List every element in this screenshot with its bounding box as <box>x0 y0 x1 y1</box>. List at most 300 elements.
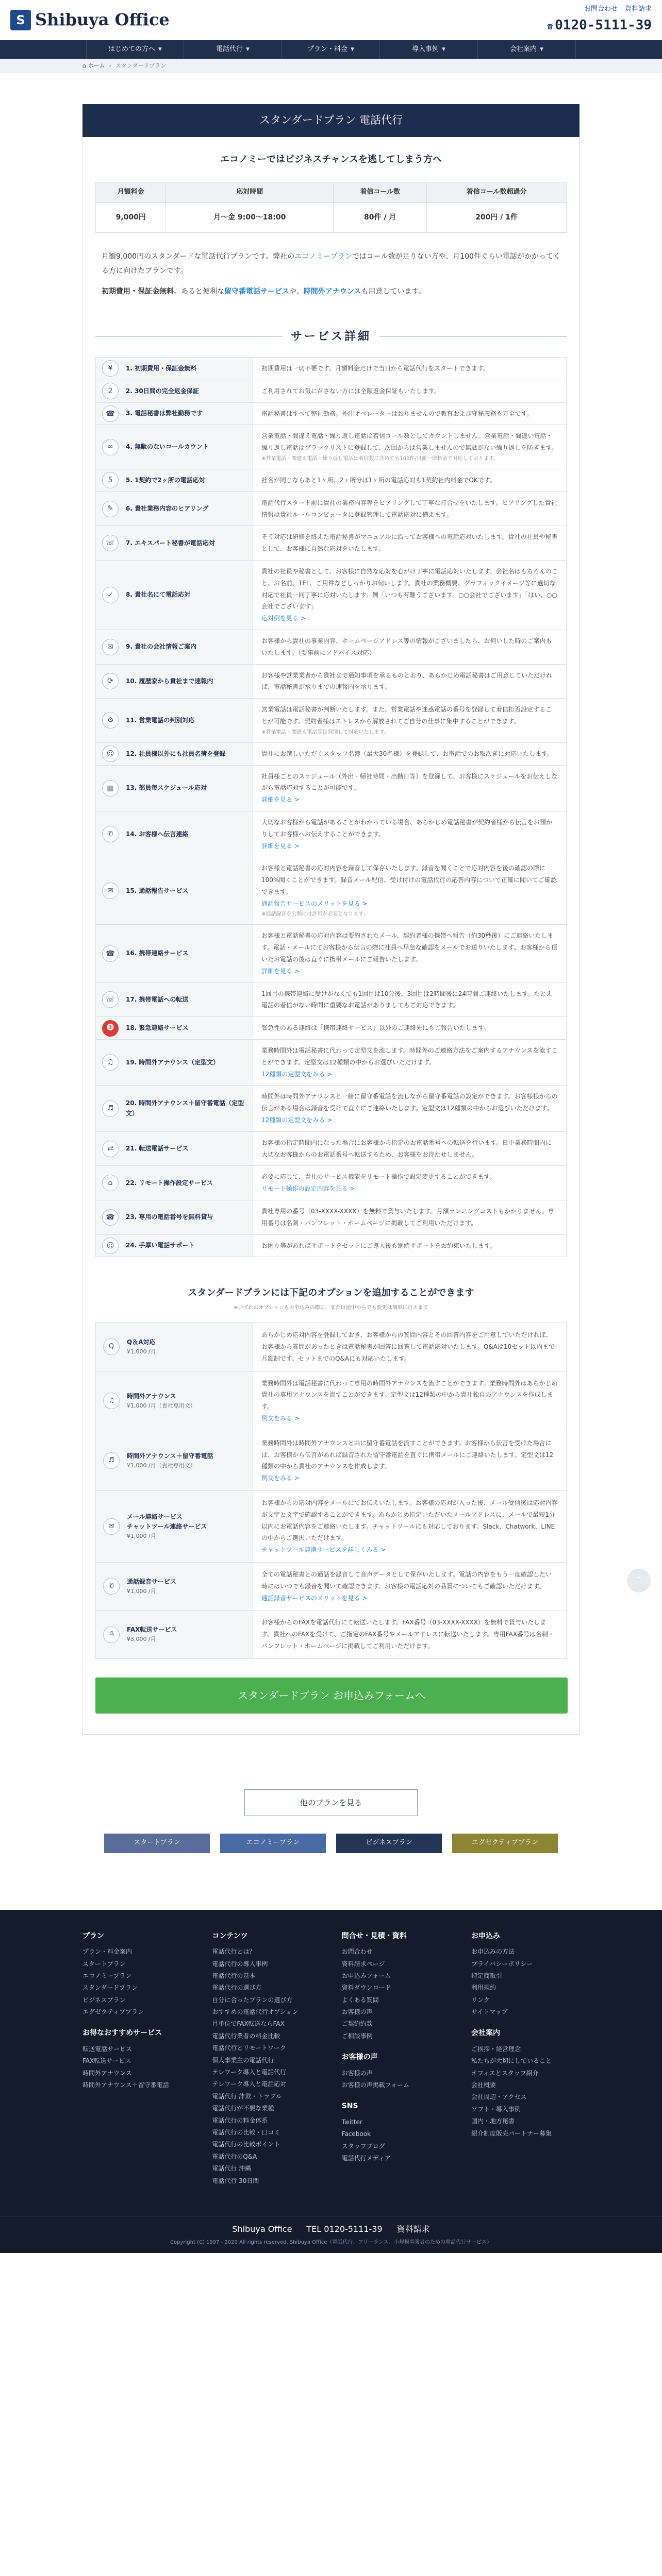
footer-link[interactable]: 資料ダウンロード <box>341 1984 391 1992</box>
footer-link[interactable]: 電話代行の比較・口コミ <box>212 2129 280 2136</box>
service-detail-link[interactable]: 12種類の定型文をみる > <box>261 1070 333 1078</box>
option-name-cell <box>96 1371 253 1431</box>
option-detail-link[interactable]: チャットツール連携サービスを詳しくみる > <box>261 1546 386 1554</box>
footer-bottom <box>0 2216 662 2253</box>
footer-link[interactable]: 電話代行メディア <box>341 2155 391 2162</box>
footer-heading: SNS <box>341 2102 358 2111</box>
service-name <box>102 639 246 655</box>
phone-number: 0120-5111-39 <box>555 17 652 33</box>
nav-item-5[interactable] <box>478 40 576 59</box>
service-desc-cell <box>253 857 567 925</box>
service-name-cell <box>96 664 253 699</box>
heading-rule-left <box>95 336 283 337</box>
service-icon: ✎ <box>102 501 119 517</box>
option-icon: ✉ <box>103 1518 120 1535</box>
footer-link[interactable]: お客様の声 <box>341 2008 373 2016</box>
plan-button[interactable]: エコノミープラン <box>220 1834 326 1853</box>
footer-link[interactable]: 電話代行の料金体系 <box>212 2116 268 2124</box>
footer-heading: お得なおすすめサービス <box>82 2029 162 2038</box>
footer-link[interactable]: エコノミープラン <box>82 1972 132 1979</box>
service-detail-link[interactable]: 12種類の定型文をみる > <box>261 1116 333 1124</box>
footer-heading: お申込み <box>471 1931 500 1940</box>
service-row <box>96 402 567 425</box>
service-name-cell <box>96 357 253 380</box>
options-table <box>95 1323 567 1659</box>
footer-link[interactable]: テレワーク導入と電話応対 <box>212 2080 287 2088</box>
footer-link[interactable]: お申込みの方法 <box>471 1948 515 1956</box>
footer-link[interactable]: 時間外アナウンス <box>82 2069 132 2077</box>
service-name-text: 22. リモート操作設定サービス <box>126 1179 213 1187</box>
service-icon: ♫ <box>102 1054 119 1071</box>
option-name <box>103 1512 245 1541</box>
footer-docs[interactable]: 資料請求 <box>396 2224 430 2234</box>
service-name-text: 7. エキスパート秘書が電話応対 <box>126 539 215 547</box>
footer-link[interactable]: 電話代行のQ&A <box>212 2153 257 2160</box>
footer-link[interactable]: 転送電話サービス <box>82 2045 133 2053</box>
service-desc-cell <box>253 492 567 526</box>
service-name-cell <box>96 425 253 469</box>
footer-link[interactable]: 自分に合ったプランの選び方 <box>212 1996 293 2004</box>
service-name-cell <box>96 857 253 925</box>
summary-value-text: 9,000円 <box>115 213 146 222</box>
option-name <box>103 1392 245 1411</box>
option-price: ¥1,000 /月 <box>127 1533 156 1540</box>
option-desc: 業務時間外は電話秘書に代わって専用の時間外アナウンスを流すことができます。業務時間外はあらかじめ貴社の専用アナウンスを流すことができます。定型文は12種類の中から貴社独自のアナウンスを作成します。 <box>261 1379 558 1411</box>
option-label <box>127 1512 207 1541</box>
footer-list <box>342 2116 450 2165</box>
option-detail-link[interactable]: 例文をみる > <box>261 1475 300 1482</box>
option-icon: ✆ <box>103 1578 120 1595</box>
option-desc-cell <box>253 1431 567 1490</box>
service-desc: 緊急性のある連絡は「携帯連絡サービス」以外のご連絡先にもご報告いたします。 <box>261 1024 490 1032</box>
service-desc-cell <box>253 1040 567 1086</box>
option-name-text: Q＆A対応 <box>127 1338 156 1346</box>
breadcrumb-home-label: ホーム <box>88 62 105 70</box>
footer-heading: コンテンツ <box>212 1931 248 1940</box>
service-icon: ⚙ <box>102 712 119 728</box>
services-table <box>95 357 567 1257</box>
service-name-text: 13. 部員毎スケジュール応対 <box>126 784 207 792</box>
service-desc: お客様から貴社の事業内容、ホームページアドレス等の情報がございましたら、お伺いした時のご案内もいたします。（要事前にアドバイス対応） <box>261 637 552 656</box>
chevron-down-icon: ▼ <box>351 46 354 52</box>
service-name <box>102 945 246 962</box>
service-name-text: 8. 貴社名にて電話応対 <box>126 591 191 599</box>
footer-link[interactable]: おすすめの電話代行オプション <box>212 2008 299 2016</box>
footer-link[interactable]: お問合わせ <box>341 1948 373 1956</box>
service-name-cell <box>96 925 253 982</box>
intro-text-4: や、 <box>289 287 304 296</box>
intro-text-5: も用意しています。 <box>361 287 426 296</box>
option-desc: 全ての電話秘書との通話を録音して音声データとして保存いたします。電話の内容をもう一度確認したい時にはいつでも録音を聞いて確認できます。お客様の電話応対の品質についてもご確認いただけます。 <box>261 1570 552 1590</box>
service-name <box>102 673 246 689</box>
service-detail-link[interactable]: 詳細を見る > <box>261 842 300 850</box>
service-name-cell <box>96 469 253 492</box>
footer-link[interactable]: 電話代行とリモートワーク <box>212 2044 286 2052</box>
footer-link[interactable]: ソフト・導入事例 <box>471 2105 521 2113</box>
service-name <box>102 1141 246 1157</box>
service-name-cell <box>96 1086 253 1131</box>
service-name-cell <box>96 982 253 1017</box>
service-row <box>96 765 567 811</box>
service-icon: ⇄ <box>102 1141 119 1157</box>
heading-rule-right <box>379 336 567 337</box>
service-desc-cell <box>253 1234 567 1257</box>
service-desc: 社名が同じならあと1ヶ所、2ヶ所分は1ヶ所の電話応対も1契約社内料金でOKです。 <box>261 476 496 484</box>
option-desc: あらかじめ応対内容を登録しておき、お客様からの質問内容とその回答内容をご用意していただければ、お客様から質問があったときは電話秘書が回答に回答して電話応対いたします。Q&Aは10セット以内まで月額制です。セットまでのQ&Aにも対応いたします。 <box>261 1331 555 1362</box>
service-name-text: 11. 営業電話の判別対応 <box>126 716 195 724</box>
footer-link[interactable]: お客様の声掲載フォーム <box>341 2081 410 2089</box>
service-icon: ☎ <box>102 1209 119 1226</box>
service-row <box>96 1200 567 1235</box>
footer-link[interactable]: 電話代行 詐欺・トラブル <box>212 2092 282 2100</box>
footer-link[interactable]: サイトマップ <box>471 2008 508 2016</box>
service-name <box>102 1020 246 1037</box>
service-row <box>96 1040 567 1086</box>
footer-link[interactable]: ご挨拶・経営理念 <box>471 2045 521 2053</box>
option-price: ¥3,000 /月 <box>127 1636 156 1643</box>
service-desc: 初期費用は一切不要です。月額料金だけで当日から電話代行をスタートできます。 <box>261 364 490 372</box>
footer-link[interactable]: エグゼクティブプラン <box>82 2008 144 2016</box>
service-desc: 電話秘書はすべて弊社勤務。外注オペレーターはおりませんので教育および守秘義務も万全です。 <box>261 410 533 417</box>
breadcrumb <box>0 59 662 73</box>
service-name-text: 1. 初期費用・保証金無料 <box>126 364 197 372</box>
after-hours-link[interactable]: 時間外アナウンス <box>303 287 361 296</box>
service-name <box>102 745 246 762</box>
global-nav <box>0 40 662 59</box>
service-desc: お客様や営業業者から貴社まで通知事項を承るものとおり、あらかじめ電話秘書はご用意していただければ、電話秘書が承りまでの速報内を承ります。 <box>261 671 553 691</box>
footer-link[interactable]: ビジネスプラン <box>82 1996 126 2004</box>
service-row <box>96 630 567 664</box>
chevron-down-icon: ▼ <box>246 46 250 52</box>
summary-header: 着信コール数 <box>334 182 427 202</box>
option-row <box>96 1323 567 1371</box>
footer-heading: 問合せ・見積・資料 <box>341 1931 407 1940</box>
service-detail-link[interactable]: 通話報告サービスのメリットを見る > <box>261 900 368 907</box>
service-desc: 貴社専用の番号（03-XXXX-XXXX）を無料で貸与いたします。月額ランニングコストもかかりません。専用番号は名刺・パンフレット・ホームページに掲載してご利用いただけます。 <box>261 1208 554 1227</box>
service-icon: ∞ <box>102 439 119 455</box>
footer-list <box>471 1946 580 2018</box>
footer-link[interactable]: オフィスとスタッフ紹介 <box>471 2069 539 2077</box>
service-row <box>96 1234 567 1257</box>
service-desc: ご利用されてお気に召さない方には全額返金保証もいたします。 <box>261 387 441 395</box>
service-detail-link[interactable]: リモート操作の設定内容を見る > <box>261 1185 355 1193</box>
plan-title: スタンダードプラン 電話代行 <box>82 104 580 137</box>
option-name-cell <box>96 1323 253 1371</box>
footer-link[interactable]: 電話代行の導入事例 <box>212 1960 268 1968</box>
chevron-down-icon: ▼ <box>158 46 162 52</box>
service-detail-link[interactable]: 詳細を見る > <box>261 967 300 975</box>
footer-link[interactable]: 会社周辺・アクセス <box>471 2093 527 2101</box>
nav-item-3[interactable] <box>282 40 380 59</box>
footer-link[interactable]: スタートプラン <box>82 1960 126 1968</box>
footer-link[interactable]: FAX転送サービス <box>82 2057 131 2065</box>
service-icon: ✉ <box>102 639 119 655</box>
service-name-text: 20. 時間外アナウンス＋留守番電話（定型文） <box>126 1099 244 1117</box>
option-row <box>96 1490 567 1562</box>
service-desc-cell <box>253 1017 567 1040</box>
service-name-text: 21. 転送電話サービス <box>126 1145 189 1153</box>
service-name-cell <box>96 1131 253 1166</box>
service-desc: 営業電話は電話秘書が判断いたします。また、営業電話や迷惑電話の番号を登録して着信拒否設定することが可能です。契約者様はストレスから解放されてご自分の仕事に集中することができます。 <box>261 706 552 725</box>
apply-button[interactable]: スタンダードプラン お申込みフォームへ <box>95 1677 568 1714</box>
service-desc: 業務時間外は電話秘書に代わって定型文を流します。時間外のご連絡方法をご案内するアナウンスを流すことができます。定型文は12種類の中からお選びいただけます。 <box>261 1047 558 1066</box>
service-name <box>102 883 246 899</box>
service-icon: ▦ <box>102 780 119 796</box>
breadcrumb-home[interactable]: ⌂ ホーム <box>82 62 105 70</box>
nav-item-4[interactable] <box>380 40 478 59</box>
service-row <box>96 982 567 1017</box>
option-desc-cell <box>253 1371 567 1431</box>
service-row <box>96 664 567 699</box>
answering-service-link[interactable]: 留守番電話サービス <box>224 287 289 296</box>
service-name-cell <box>96 1234 253 1257</box>
service-row <box>96 1166 567 1200</box>
footer-column <box>471 1930 580 2187</box>
option-desc-cell <box>253 1611 567 1658</box>
footer-link[interactable]: 電話代行業者の料金比較 <box>212 2032 280 2040</box>
summary-header: 応対時間 <box>166 182 334 202</box>
footer-link[interactable]: ご相談事例 <box>341 2032 373 2040</box>
service-name <box>102 826 246 842</box>
footer-link[interactable]: スタッフブログ <box>341 2142 385 2150</box>
service-icon: ✉ <box>102 883 119 899</box>
options-subtitle: ※いずれのオプションもお申込みの際に、または途中からでも変更は簡単に行えます <box>234 1305 428 1311</box>
footer-link[interactable]: お申込みフォーム <box>341 1972 391 1979</box>
service-name-cell <box>96 630 253 664</box>
nav-item-label: プラン・料金 <box>307 45 348 53</box>
service-desc-cell <box>253 402 567 425</box>
docs-link[interactable]: 資料請求 <box>624 5 652 13</box>
option-label <box>127 1625 177 1644</box>
services-title: サービス詳細 <box>291 330 372 343</box>
footer-link[interactable]: 電話代行が不要な業種 <box>212 2105 274 2112</box>
option-desc-cell <box>253 1562 567 1610</box>
service-name-text: 23. 専用の電話番号を無料貸与 <box>126 1213 213 1221</box>
service-note: ※通話録音を公開には許可が必要となります。 <box>261 911 369 918</box>
service-row <box>96 560 567 630</box>
service-row <box>96 1017 567 1040</box>
summary-header: 着信コール数超過分 <box>427 182 567 202</box>
plan-button[interactable]: エグゼクティブプラン <box>452 1834 558 1853</box>
plan-button[interactable]: スタートプラン <box>104 1834 210 1853</box>
service-desc-cell <box>253 982 567 1017</box>
footer-column <box>82 1930 191 2187</box>
service-name-cell <box>96 1200 253 1235</box>
plan-body <box>82 137 580 1735</box>
service-desc-cell <box>253 357 567 380</box>
service-icon: ☎ <box>102 945 119 962</box>
phone-icon: ☎ <box>547 21 553 32</box>
option-detail-link[interactable]: 通話録音サービスのメリットを見る > <box>261 1594 368 1602</box>
site-footer <box>0 1910 662 2253</box>
other-plans-button[interactable]: 他のプランを見る <box>244 1789 418 1816</box>
option-row <box>96 1431 567 1490</box>
chevron-down-icon: ▼ <box>442 46 445 52</box>
option-name <box>103 1451 245 1470</box>
footer-column <box>342 1930 450 2187</box>
footer-link[interactable]: 利用規約 <box>471 1984 496 1992</box>
option-name-cell <box>96 1431 253 1490</box>
footer-link[interactable]: 個人事業主の電話代行 <box>212 2056 274 2064</box>
nav-item-label: 会社案内 <box>510 45 537 53</box>
service-name <box>102 1209 246 1226</box>
service-desc-cell <box>253 699 567 743</box>
service-icon: ☺ <box>102 745 119 762</box>
options-title: スタンダードプランには下記のオプションを追加することができます <box>188 1287 474 1299</box>
service-name-cell <box>96 560 253 630</box>
service-detail-link[interactable]: 応対例を見る > <box>261 615 306 622</box>
option-name-cell <box>96 1562 253 1610</box>
nav-item-1[interactable] <box>86 40 184 59</box>
service-icon: ⌂ <box>102 1175 119 1191</box>
summary-value-text: 月〜金 9:00〜18:00 <box>213 213 286 222</box>
site-logo[interactable] <box>10 7 170 33</box>
footer-link[interactable]: 電話代行とは？ <box>212 1948 256 1956</box>
footer-list <box>212 1946 320 2187</box>
service-row <box>96 425 567 469</box>
option-desc-cell <box>253 1323 567 1371</box>
footer-link[interactable]: テレワーク導入と電話代行 <box>212 2069 287 2076</box>
service-name <box>102 405 246 422</box>
footer-link[interactable]: お客様の声 <box>341 2069 373 2077</box>
option-label <box>127 1451 213 1470</box>
footer-link[interactable]: 特定商取引 <box>471 1972 502 1979</box>
service-icon: ☏ <box>102 991 119 1008</box>
service-name-text: 10. 履歴家から貴社まで速報内 <box>126 677 213 685</box>
nav-item-label: 導入事例 <box>412 45 439 53</box>
service-row <box>96 857 567 925</box>
copyright: Copyright (C) 1997 - 2020 All rights reserved. Shibuya Office（電話代行、フリーランス、小規模事業者のための電話代行サービス） <box>170 2240 492 2246</box>
service-desc: お客様と電話秘書の応対内容を録音して保存いたします。録音を聞くことで応対内容を後の確認の際に100%聞くことができます。録音メール配信、受け付けの電話代行の応答内容について正確に聞いてご確認できます。 <box>261 865 557 895</box>
footer-link[interactable]: 資料請求ページ <box>341 1960 385 1968</box>
option-name-text: メール連絡サービス チャットツール連絡サービス <box>127 1513 207 1531</box>
service-icon: ☏ <box>102 535 119 551</box>
service-desc-cell <box>253 630 567 664</box>
service-name-text: 14. お客様へ伝言連絡 <box>126 830 189 838</box>
footer-link[interactable]: 電話代行の選び方 <box>212 1984 262 1992</box>
footer-link[interactable]: 私たちが大切にしていること <box>471 2057 552 2065</box>
footer-link[interactable]: 国内・地方秘書 <box>471 2117 515 2125</box>
summary-header: 月額料金 <box>96 182 166 202</box>
logo-text: Shibuya Office <box>35 10 170 30</box>
service-row <box>96 1086 567 1131</box>
service-row <box>96 492 567 526</box>
service-name <box>102 501 246 517</box>
option-label <box>127 1337 156 1357</box>
service-name-cell <box>96 1166 253 1200</box>
footer-link[interactable]: スタンダードプラン <box>82 1984 138 1992</box>
option-name-text: FAX転送サービス <box>127 1626 177 1634</box>
footer-link[interactable]: ご契約約款 <box>341 2020 373 2028</box>
service-desc: お客様の指定時間内になった場合にお客様から指定のお電話番号への転送を行います。日中業務時間内に大切なお客様からのお電話番号へ転送するため、お客様をお待たせしません。 <box>261 1139 552 1158</box>
inquiry-link[interactable]: お問合わせ <box>584 5 618 13</box>
breadcrumb-separator: › <box>109 62 111 70</box>
service-desc-cell <box>253 765 567 811</box>
service-desc-cell <box>253 469 567 492</box>
service-desc-cell <box>253 742 567 765</box>
footer-tel[interactable]: TEL 0120-5111-39 <box>306 2224 383 2234</box>
service-desc-cell <box>253 526 567 561</box>
service-name-text: 9. 貴社の会社情報ご案内 <box>126 643 197 651</box>
footer-link[interactable]: よくある質問 <box>341 1996 379 2004</box>
breadcrumb-current: スタンダードプラン <box>115 62 167 70</box>
option-price: ¥1,000 /月 <box>127 1348 156 1355</box>
footer-link[interactable]: 電話代行の比較ポイント <box>212 2141 280 2148</box>
service-name-text: 6. 貴社業務内容のヒアリング <box>126 504 209 512</box>
service-detail-link[interactable]: 詳細を見る > <box>261 796 300 804</box>
service-name-cell <box>96 526 253 561</box>
footer-link[interactable]: 電話代行の基本 <box>212 1972 256 1979</box>
service-desc-cell <box>253 425 567 469</box>
service-name-cell <box>96 811 253 857</box>
service-name-cell <box>96 742 253 765</box>
option-name-text: 時間外アナウンス <box>127 1392 176 1400</box>
service-name-text: 12. 社員様以外にも社員名簿を登録 <box>126 750 226 757</box>
service-name-cell <box>96 380 253 402</box>
summary-value <box>427 202 567 232</box>
footer-link[interactable]: 月単位でFAX転送ならFAX <box>212 2020 285 2028</box>
footer-link[interactable]: リンク <box>471 1996 490 2004</box>
summary-value <box>334 202 427 232</box>
economy-plan-link[interactable]: エコノミープラン <box>294 252 352 261</box>
option-detail-link[interactable]: 例文をみる > <box>261 1415 300 1422</box>
service-icon: ✆ <box>102 826 119 842</box>
service-desc: そう対応は研修を終えた電話秘書がマニュアルに沿ってお客様への電話応対いたします。貴社の社員や秘書として、お客様に自然な応対をいたします。 <box>261 533 558 553</box>
service-desc-cell <box>253 1131 567 1166</box>
footer-link[interactable]: 紹介制度販売パートナー募集 <box>471 2129 552 2137</box>
nav-item-label: 電話代行 <box>216 45 243 53</box>
service-name <box>102 1054 246 1071</box>
footer-link[interactable]: プライバシーポリシー <box>471 1960 533 1968</box>
service-name <box>102 780 246 796</box>
service-name-text: 17. 携帯電話への転送 <box>126 995 189 1003</box>
site-header <box>0 0 662 40</box>
footer-link[interactable]: プラン・料金案内 <box>82 1948 133 1956</box>
plan-button[interactable]: ビジネスプラン <box>336 1834 442 1853</box>
service-desc: 営業電話・間違え電話・繰り返し電話は着信コール数としてカウントしません。営業電話・間違い電話・繰り返し電話はブラックリストに登録して、次回からは営業しませんので無駄がない繰り返しを防ぎます。 <box>261 432 558 452</box>
footer-link[interactable]: 電話代行 30日間 <box>212 2177 259 2184</box>
summary-value-text: 80件 / 月 <box>364 213 396 222</box>
footer-link[interactable]: 電話代行 沖縄 <box>212 2165 252 2173</box>
service-name-text: 5. 1契約で2ヶ所の電話応対 <box>126 476 205 484</box>
service-name-cell <box>96 402 253 425</box>
service-icon: ⓲ <box>102 1020 119 1037</box>
option-row <box>96 1611 567 1658</box>
service-row <box>96 811 567 857</box>
option-label <box>127 1392 196 1411</box>
nav-item-2[interactable] <box>184 40 282 59</box>
option-desc: お客様からの応対内容をメールにてお伝えいたします。お客様の応対が入った後、メール受信後は応対内容が文字と文字で確認することができます。あらかじめ指定いただいたメールアドレスに、メールで最短1分以内にお電話内容をご連絡いたします。チャットツールにも対応しております。Slack、Chatwork、LINE の中からご選択いただけます。 <box>261 1499 558 1542</box>
footer-link[interactable]: 時間外アナウンス＋留守番電話 <box>82 2081 169 2089</box>
footer-link[interactable]: 会社概要 <box>471 2081 496 2089</box>
footer-link[interactable]: Facebook <box>341 2130 371 2138</box>
service-desc-cell <box>253 1166 567 1200</box>
service-desc-cell <box>253 380 567 402</box>
footer-brand[interactable]: Shibuya Office <box>232 2224 292 2234</box>
scroll-top-button[interactable] <box>627 1569 651 1592</box>
service-row <box>96 357 567 380</box>
plan-catch: エコノミーではビジネスチャンスを逃してしまう方へ <box>220 154 442 165</box>
service-row <box>96 1131 567 1166</box>
footer-link[interactable]: Twitter <box>341 2118 362 2126</box>
service-name-cell <box>96 699 253 743</box>
header-phone[interactable] <box>547 15 652 37</box>
summary-value <box>166 202 334 232</box>
service-icon: ⟳ <box>102 673 119 689</box>
chevron-down-icon: ▼ <box>540 46 543 52</box>
service-name-text: 19. 時間外アナウンス（定型文） <box>126 1058 220 1066</box>
service-icon: 2 <box>102 383 119 399</box>
